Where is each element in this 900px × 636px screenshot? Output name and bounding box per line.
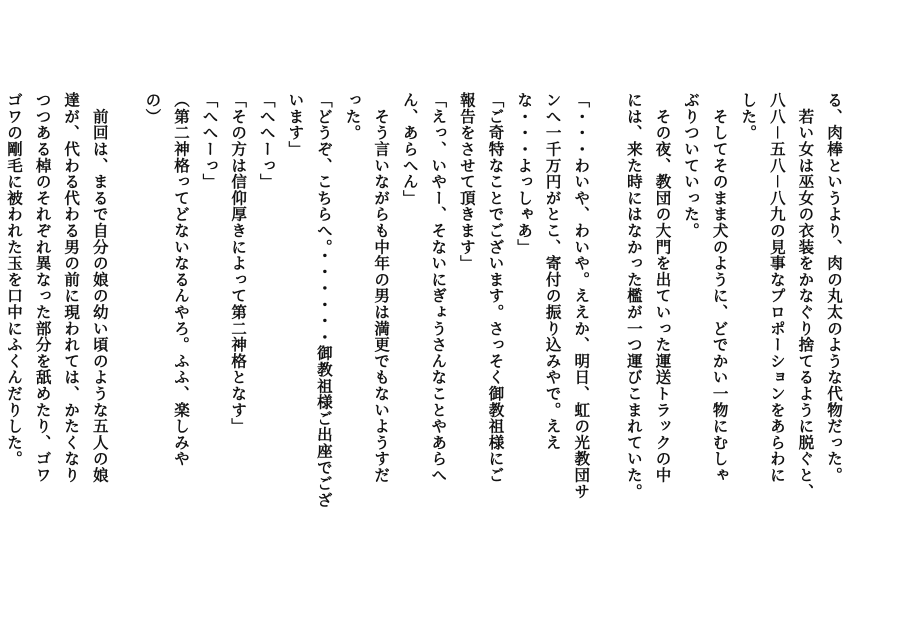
text-line: 達が、代わる代わる男の前に現われては、かたくなり [62, 92, 81, 484]
text-line: した。 [739, 92, 758, 141]
text-line: 「へへーっ」 [257, 92, 276, 190]
vertical-text-block [4, 92, 848, 552]
text-line: 八八－五八－八九の見事なプロポーションをあらわに [767, 92, 786, 484]
text-line: な・・・よっしゃあ」 [515, 92, 534, 255]
text-line: ゴワの剛毛に被われた玉を口中にふくんだりした。 [4, 92, 23, 467]
text-line: ンへ一千万円がとこ、寄付の振り込みやで。ええ [543, 92, 562, 451]
text-line: る、肉棒というより、肉の丸太のような代物だった。 [825, 92, 843, 484]
text-line: そう言いながらも中年の男は満更でもないようすだ [372, 92, 391, 484]
text-line: ん、あらへん」 [400, 92, 419, 207]
text-line: には、来た時にはなかった檻が一つ運びこまれていた。 [624, 92, 643, 500]
text-line: そしてそのまま犬のように、どでかい一物にむしゃ [710, 92, 729, 484]
paragraph-gap [114, 92, 138, 552]
text-line: 「どうぞ、こちらへ。・・・・・・御教祖様ご出座でござ [314, 92, 333, 509]
text-line: 「へへーっ」 [200, 92, 219, 190]
text-line: 報告をさせて頂きます」 [457, 92, 476, 272]
text-line: ぶりついていった。 [682, 92, 701, 239]
text-line: 「その方は信仰厚きによって第二神格となす」 [229, 92, 248, 435]
text-line: その夜、教団の大門を出ていった運送トラックの中 [653, 92, 672, 484]
text-line: 若い女は巫女の衣装をかなぐり捨てるように脱ぐと、 [796, 92, 815, 500]
text-line: 「ご奇特なことでございます。さっそく御教祖様にご [486, 92, 505, 484]
text-line: います」 [286, 92, 305, 158]
paragraph-gap [595, 92, 619, 552]
text-line: つつある棹のそれぞれ異なった部分を舐めたり、ゴワ [33, 92, 52, 484]
text-line: 前回は、まるで自分の娘の幼い頃のような五人の娘 [90, 92, 109, 484]
text-line: （第二神格ってどないなるんやろ。ふふ、楽しみや [171, 92, 190, 467]
text-line: 「えっ、いやー、そないにぎょうさんなことやあらへ [429, 92, 448, 484]
text-line: った。 [343, 92, 362, 141]
text-line: 「・・・わいや、わいや。ええか、明日、虹の光教団サ [572, 92, 591, 500]
text-line: の） [143, 92, 162, 125]
